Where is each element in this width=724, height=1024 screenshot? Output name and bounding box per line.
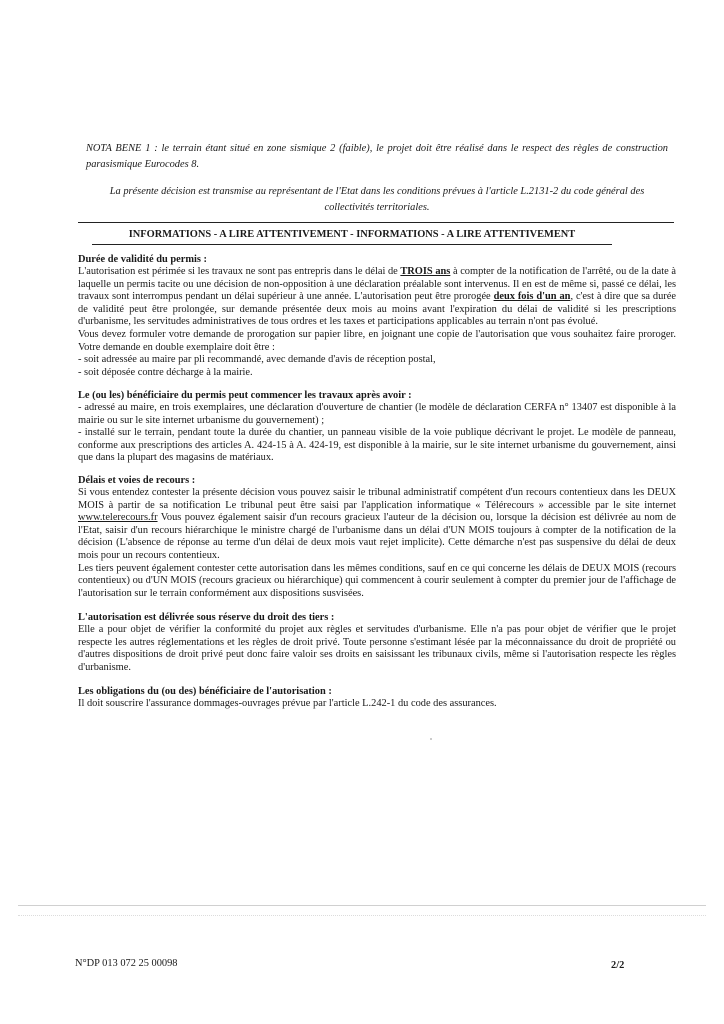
section-paragraph: Les tiers peuvent également contester cette autorisation dans les mêmes conditions, sauf en ce qui concerne les délais de DEUX MOIS (recours contentieux) ou d'UN MOIS (recours gracieux ou hiérarchique) qui commencent à courir seulement à compter du premier jour de l'affichage de l'autorisation sur le terrain conformément aux dispositions susvisées. xyxy=(78,562,676,599)
scan-speck xyxy=(430,738,432,740)
page-number: 2/2 xyxy=(611,960,625,971)
list-item: - installé sur le terrain, pendant toute la durée du chantier, un panneau visible de la voie publique décrivant le projet. Le modèle de panneau, conforme aux prescriptions des articles A. 424-15 à A. 424-19, est disponible à la mairie, sur le site internet urbanisme du gouvernement, ainsi que dans la plupart des magasins de matériaux. xyxy=(78,427,676,464)
header-rule xyxy=(78,222,674,223)
emphasis-duration: TROIS ans xyxy=(400,266,451,277)
section-title: Durée de validité du permis : xyxy=(78,254,208,265)
section-beneficiary xyxy=(78,389,676,465)
section-paragraph: Si vous entendez contester la présente décision vous pouvez saisir le tribunal administratif compétent d'un recours contentieux dans les DEUX MOIS à partir de sa notification Le tribunal peut être saisi par l'application informatique « Télérecours » accessible par le site internet www.telerecours.fr Vous pouvez également saisir d'un recours gracieux l'auteur de la décision ou, lorsque la décision est délivrée au nom de l'Etat, saisir d'un recours hiérarchique le ministre chargé de l'urbanisme dans un délai d'UN MOIS toujours à compter de la notification de la décision (L'absence de réponse au terme d'un délai de deux mois vaut rejet implicite). Cette démarche n'est pas suspensive du délai de deux mois pour un recours contentieux. xyxy=(78,487,676,561)
section-paragraph: L'autorisation est périmée si les travaux ne sont pas entrepris dans le délai de TROIS ans à compter de la notification de l'arrêté, ou de la date à laquelle un permis tacite ou une décision de non-opposition à une déclaration préalable sont intervenus. Il en est de même si, passé ce délai, les travaux sont interrompus pendant un délai supérieur à une année. L'autorisation peut être prorogée deux fois d'un an, c'est à dire que sa durée de validité peut être prolongée, sur demande présentée deux mois au moins avant l'expiration du délai de validité si les prescriptions d'urbanisme, les servitudes administratives de tous ordres et les taxes et participations applicables au terrain n'ont pas évolué. xyxy=(78,266,676,328)
section-obligations xyxy=(78,685,676,711)
section-title: Délais et voies de recours : xyxy=(78,475,196,486)
section-title: Le (ou les) bénéficiaire du permis peut commencer les travaux après avoir : xyxy=(78,390,412,401)
section-title: L'autorisation est délivrée sous réserve du droit des tiers : xyxy=(78,612,335,623)
section-third-party-rights xyxy=(78,611,676,674)
file-reference: N°DP 013 072 25 00098 xyxy=(75,958,178,969)
list-item: - adressé au maire, en trois exemplaires, une déclaration d'ouverture de chantier (le modèle de déclaration CERFA n° 13407 est disponible à la mairie ou sur le site internet urbanisme du gouvernement) ; xyxy=(78,402,676,426)
list-item: - soit adressée au maire par pli recommandé, avec demande d'avis de réception postal, xyxy=(78,354,436,366)
telerecours-link[interactable]: www.telerecours.fr xyxy=(78,512,158,524)
information-banner: INFORMATIONS - A LIRE ATTENTIVEMENT - INFORMATIONS - A LIRE ATTENTIVEMENT xyxy=(92,227,612,245)
section-paragraph: Elle a pour objet de vérifier la conformité du projet aux règles et servitudes d'urbanisme. Elle n'a pas pour objet de vérifier que le projet respecte les autres réglementations et les règles de droit privé. Toute personne s'estimant lésée par la méconnaissance du droit de propriété ou d'autres dispositions de droit privé peut donc faire valoir ses droits en saisissant les tribunaux civils, même si l'autorisation respecte les règles d'urbanisme. xyxy=(78,624,676,673)
section-appeals xyxy=(78,474,676,600)
footer-rule xyxy=(18,905,706,906)
list-item: - soit déposée contre décharge à la mairie. xyxy=(78,366,253,378)
nota-bene: NOTA BENE 1 : le terrain étant situé en zone sismique 2 (faible), le projet doit être réalisé dans le respect des règles de construction parasismique Eurocodes 8. xyxy=(86,143,668,170)
emphasis-extension: deux fois d'un an xyxy=(493,291,571,303)
transmission-notice: La présente décision est transmise au représentant de l'Etat dans les conditions prévues à l'article L.2131-2 du code général des collectivités territoriales. xyxy=(109,186,645,213)
footer-rule-faint xyxy=(18,915,706,916)
section-paragraph: Vous devez formuler votre demande de prorogation sur papier libre, en joignant une copie de l'autorisation que vous souhaitez faire proroger. Votre demande en double exemplaire doit être : xyxy=(78,328,676,353)
section-paragraph: Il doit souscrire l'assurance dommages-ouvrages prévue par l'article L.242-1 du code des assurances. xyxy=(78,698,497,709)
section-validity xyxy=(78,253,676,379)
section-title: Les obligations du (ou des) bénéficiaire de l'autorisation : xyxy=(78,686,332,697)
